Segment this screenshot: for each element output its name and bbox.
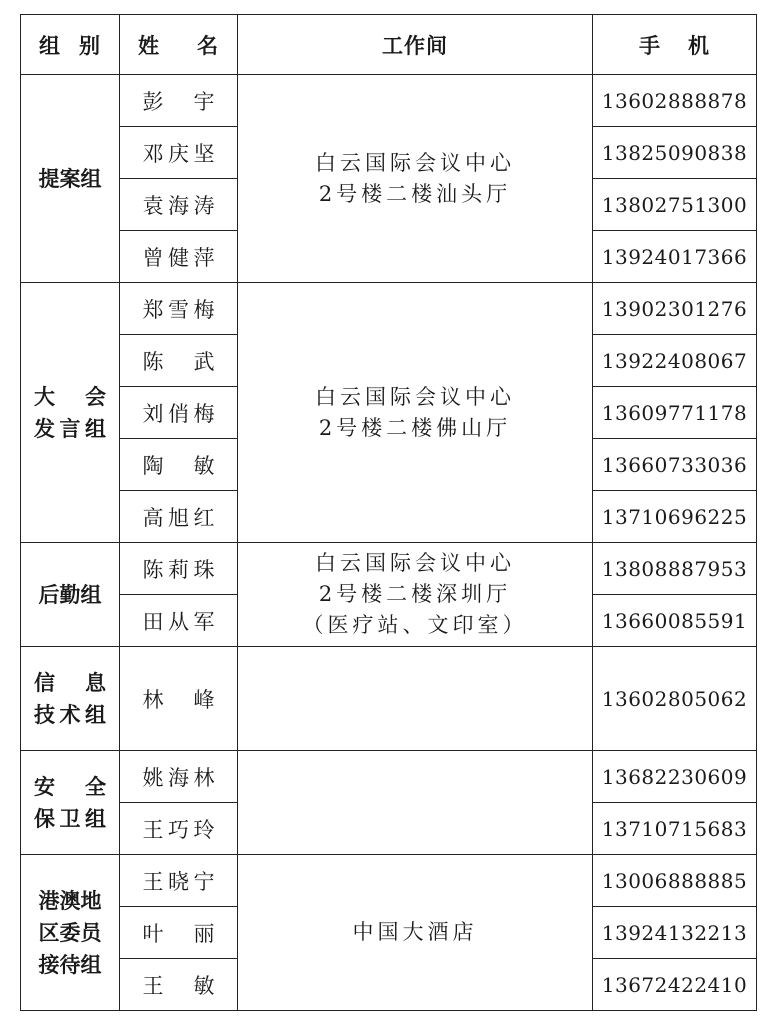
header-name-char: 姓: [138, 33, 160, 58]
group-label-char: 发: [34, 416, 55, 441]
member-name-char: 姚: [142, 765, 164, 790]
member-name-char: 林: [193, 765, 215, 790]
phone-cell: 13710696225: [593, 491, 757, 543]
member-name-char: 梅: [193, 401, 215, 426]
member-name-char: 雪: [168, 297, 189, 322]
phone-cell: 13825090838: [593, 127, 757, 179]
member-name: [143, 762, 215, 792]
phone-cell: 13808887953: [593, 543, 757, 595]
member-name-char: 健: [168, 245, 189, 270]
group-cell: [21, 647, 120, 751]
member-name-char: 莉: [168, 557, 189, 582]
member-name-cell: [120, 491, 238, 543]
group-label-line: [34, 949, 106, 981]
member-name-char: 涛: [193, 193, 215, 218]
group-label-char: 安: [34, 774, 55, 799]
location-line: 2号楼二楼深圳厅: [318, 582, 512, 606]
phone-cell: 13609771178: [593, 387, 757, 439]
member-name-char: 陶: [142, 453, 164, 478]
member-name-cell: [120, 335, 238, 387]
member-name-char: 敏: [193, 973, 215, 998]
group-cell: [21, 751, 120, 855]
member-name-char: 珠: [193, 557, 215, 582]
phone-cell: 13922408067: [593, 335, 757, 387]
phone-cell: 13924017366: [593, 231, 757, 283]
member-name: [143, 684, 215, 714]
member-name: [143, 866, 215, 896]
group-label-char: 港澳地: [38, 888, 102, 913]
phone-cell: 13924132213: [593, 907, 757, 959]
member-name-char: 坚: [193, 141, 215, 166]
member-name-char: 丽: [193, 921, 215, 946]
member-name-char: 军: [193, 609, 215, 634]
member-name-cell: [120, 75, 238, 127]
group-label-line: [34, 163, 106, 195]
member-name: [143, 86, 215, 116]
location-cell: [238, 543, 593, 647]
phone-cell: 13006888885: [593, 855, 757, 907]
group-cell: [21, 543, 120, 647]
member-name-char: 巧: [168, 817, 189, 842]
table-body: [21, 75, 757, 1011]
location-cell: [238, 751, 593, 855]
member-name-char: 晓: [168, 869, 189, 894]
member-name-cell: [120, 231, 238, 283]
location-cell: [238, 855, 593, 1011]
group-cell: [21, 75, 120, 283]
phone-cell: 13672422410: [593, 959, 757, 1011]
group-label-char: 会: [85, 384, 106, 409]
phone-cell: 13660733036: [593, 439, 757, 491]
member-name-char: 王: [142, 869, 164, 894]
member-name-char: 袁: [142, 193, 164, 218]
location-line: 2号楼二楼汕头厅: [318, 181, 512, 206]
member-name-char: 王: [142, 973, 164, 998]
table-row: [21, 543, 757, 595]
member-name-char: 萍: [193, 245, 215, 270]
group-label-line: [34, 413, 106, 445]
table-row: [21, 283, 757, 335]
group-label-char: 技: [34, 702, 55, 727]
member-name-char: 玲: [193, 817, 215, 842]
table-row: [21, 855, 757, 907]
member-name-char: 彭: [142, 89, 164, 114]
member-name-char: 邓: [142, 141, 164, 166]
member-name-char: 郑: [142, 297, 164, 322]
group-label-line: [34, 381, 106, 413]
phone-cell: 13710715683: [593, 803, 757, 855]
group-label-char: 息: [85, 670, 106, 695]
staff-contact-table: [20, 14, 757, 1011]
group-label-line: [34, 803, 106, 835]
member-name-char: 宇: [193, 89, 215, 114]
group-label-line: [34, 771, 106, 803]
group-label-char: 区委员: [38, 920, 102, 945]
group-label-line: [34, 699, 106, 731]
phone-cell: 13682230609: [593, 751, 757, 803]
location-cell: [238, 283, 593, 543]
member-name-cell: [120, 179, 238, 231]
member-name: [143, 398, 215, 428]
member-name-cell: [120, 127, 238, 179]
group-cell: [21, 855, 120, 1011]
member-name-cell: [120, 439, 238, 491]
phone-cell: 13902301276: [593, 283, 757, 335]
location-line: 2号楼二楼佛山厅: [318, 415, 512, 440]
group-label-line: [34, 579, 106, 611]
header-name: [120, 15, 238, 75]
member-name-cell: [120, 283, 238, 335]
location-line: 白云国际会议中心: [315, 551, 515, 575]
header-phone: [593, 15, 757, 75]
header-location: 工作间: [238, 15, 593, 75]
group-label-char: 术: [59, 702, 81, 727]
member-name-cell: [120, 959, 238, 1011]
member-name: [143, 554, 215, 584]
phone-cell: 13660085591: [593, 595, 757, 647]
header-row: [21, 15, 757, 75]
member-name-char: 从: [168, 609, 189, 634]
header-phone-char: 手: [639, 33, 661, 58]
group-label-line: [34, 667, 106, 699]
location-line: （医疗站、文印室）: [302, 613, 528, 637]
member-name-cell: [120, 387, 238, 439]
group-label-line: [34, 885, 106, 917]
location-cell: [238, 75, 593, 283]
phone-cell: 13602805062: [593, 647, 757, 751]
group-label-char: 组: [85, 702, 106, 727]
member-name-char: 武: [193, 349, 215, 374]
member-name-char: 陈: [142, 557, 164, 582]
group-label-char: 卫: [59, 806, 81, 831]
member-name-char: 叶: [142, 921, 164, 946]
group-label-char: 组: [85, 416, 106, 441]
member-name-cell: [120, 803, 238, 855]
member-name-char: 峰: [193, 687, 215, 712]
member-name-char: 田: [142, 609, 164, 634]
group-label-char: 保: [34, 806, 55, 831]
location-line: 中国大酒店: [352, 920, 478, 944]
member-name-cell: [120, 751, 238, 803]
member-name-cell: [120, 647, 238, 751]
member-name: [143, 502, 215, 532]
member-name-char: 海: [168, 765, 189, 790]
member-name-char: 海: [168, 193, 189, 218]
group-label-char: 接待组: [38, 952, 102, 977]
table-row: [21, 75, 757, 127]
member-name-char: 红: [193, 505, 215, 530]
group-label-char: 提案组: [38, 166, 102, 191]
group-cell: [21, 283, 120, 543]
location-cell: [238, 647, 593, 751]
member-name: [143, 346, 215, 376]
member-name-char: 梅: [193, 297, 215, 322]
member-name: [143, 294, 215, 324]
group-label-char: 言: [59, 416, 81, 441]
member-name: [143, 190, 215, 220]
member-name: [143, 242, 215, 272]
member-name: [143, 606, 215, 636]
phone-cell: 13802751300: [593, 179, 757, 231]
group-label-char: 全: [85, 774, 106, 799]
header-group-char: 组: [39, 33, 61, 58]
member-name: [143, 970, 215, 1000]
location-line: 白云国际会议中心: [315, 150, 515, 175]
member-name-char: 庆: [168, 141, 189, 166]
header-name-char: 名: [197, 33, 219, 58]
group-label-char: 后勤组: [38, 582, 102, 607]
table-row: [21, 647, 757, 751]
member-name: [143, 814, 215, 844]
member-name: [143, 450, 215, 480]
group-label-char: 组: [85, 806, 106, 831]
member-name-cell: [120, 855, 238, 907]
member-name-char: 俏: [168, 401, 189, 426]
phone-cell: 13602888878: [593, 75, 757, 127]
header-phone-char: 机: [688, 33, 710, 58]
group-label-char: 大: [34, 384, 55, 409]
member-name-cell: [120, 543, 238, 595]
member-name-char: 刘: [142, 401, 164, 426]
member-name: [143, 918, 215, 948]
header-group: [21, 15, 120, 75]
member-name-char: 陈: [142, 349, 164, 374]
member-name-char: 林: [142, 687, 164, 712]
table-row: [21, 751, 757, 803]
group-label-char: 信: [34, 670, 55, 695]
header-group-char: 别: [79, 33, 101, 58]
member-name-char: 旭: [168, 505, 189, 530]
member-name-char: 宁: [193, 869, 215, 894]
member-name: [143, 138, 215, 168]
member-name-char: 高: [142, 505, 164, 530]
location-line: 白云国际会议中心: [315, 384, 515, 409]
member-name-char: 曾: [142, 245, 164, 270]
member-name-char: 王: [142, 817, 164, 842]
member-name-cell: [120, 907, 238, 959]
member-name-cell: [120, 595, 238, 647]
group-label-line: [34, 917, 106, 949]
member-name-char: 敏: [193, 453, 215, 478]
